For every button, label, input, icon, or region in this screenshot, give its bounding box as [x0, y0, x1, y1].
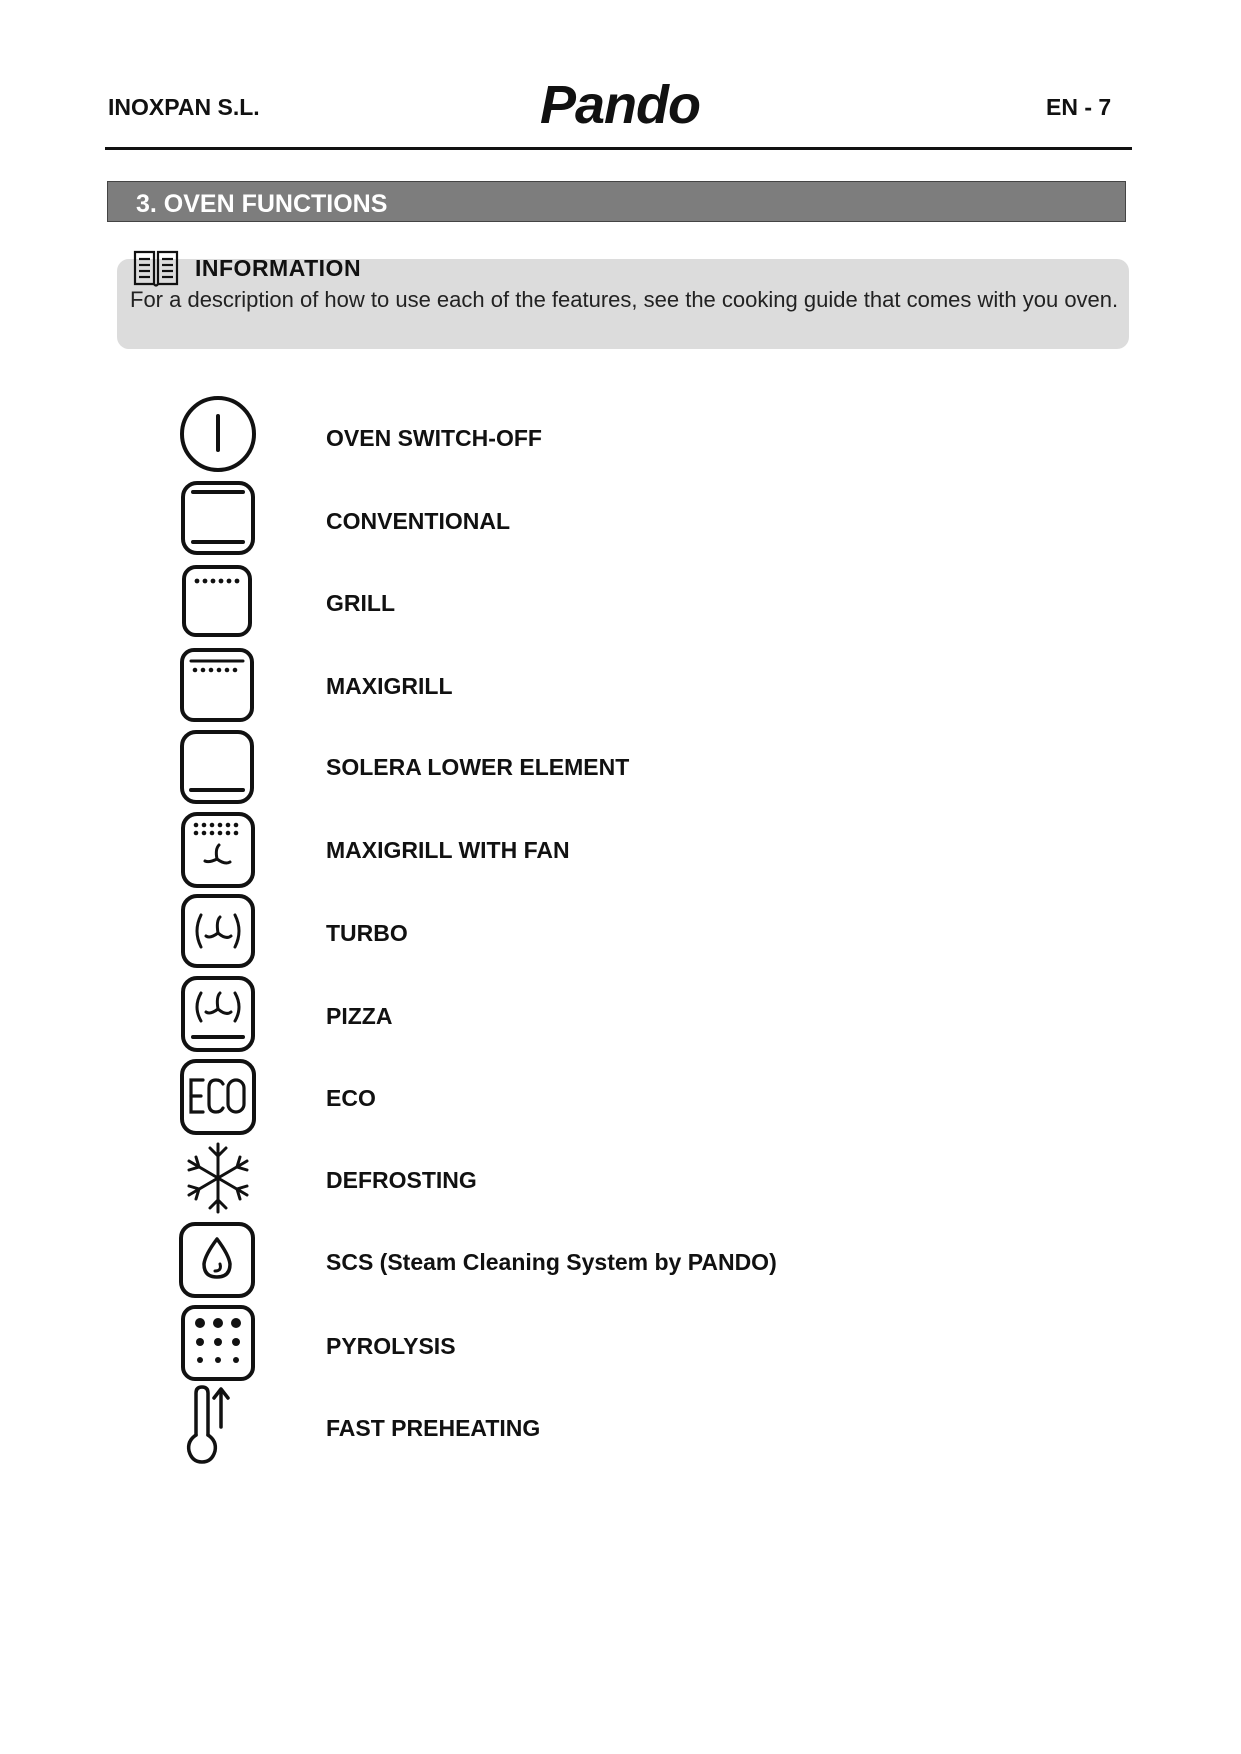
eco-icon [175, 1056, 261, 1136]
maxigrill-fan-icon [175, 809, 261, 889]
section-title: 3. OVEN FUNCTIONS [136, 190, 388, 218]
function-label-eco: ECO [326, 1085, 376, 1111]
brand-logo: Pando [540, 75, 701, 135]
function-label-solera-lower-element: SOLERA LOWER ELEMENT [326, 754, 630, 780]
info-heading: INFORMATION [195, 255, 362, 281]
info-text: For a description of how to use each of the features, see the cooking guide that comes with you oven. [130, 287, 1119, 312]
function-label-maxigrill: MAXIGRILL [326, 673, 453, 699]
water-drop-icon [175, 1219, 261, 1299]
snowflake-icon [175, 1138, 261, 1218]
turbo-fan-icon [175, 891, 261, 971]
function-label-fast-preheating: FAST PREHEATING [326, 1415, 541, 1441]
function-label-oven-switch-off: OVEN SWITCH-OFF [326, 425, 542, 451]
function-label-turbo: TURBO [326, 920, 408, 946]
lower-element-icon [175, 727, 261, 807]
function-label-scs: SCS (Steam Cleaning System by PANDO) [326, 1249, 777, 1275]
section-header [107, 181, 1126, 222]
conventional-icon [175, 478, 261, 558]
thermometer-icon [175, 1385, 261, 1465]
function-label-pyrolysis: PYROLYSIS [326, 1333, 456, 1359]
maxigrill-icon [175, 644, 261, 724]
function-label-defrosting: DEFROSTING [326, 1167, 477, 1193]
book-icon [132, 247, 180, 289]
header-divider [105, 147, 1132, 150]
grill-icon [175, 561, 261, 641]
page-number: EN - 7 [1046, 94, 1112, 120]
function-label-grill: GRILL [326, 590, 395, 616]
function-label-conventional: CONVENTIONAL [326, 508, 510, 534]
power-off-icon [175, 394, 261, 474]
function-label-maxigrill-with-fan: MAXIGRILL WITH FAN [326, 837, 570, 863]
pizza-icon [175, 973, 261, 1053]
company-name: INOXPAN S.L. [108, 94, 260, 120]
pyrolysis-icon [175, 1302, 261, 1382]
function-label-pizza: PIZZA [326, 1003, 393, 1029]
